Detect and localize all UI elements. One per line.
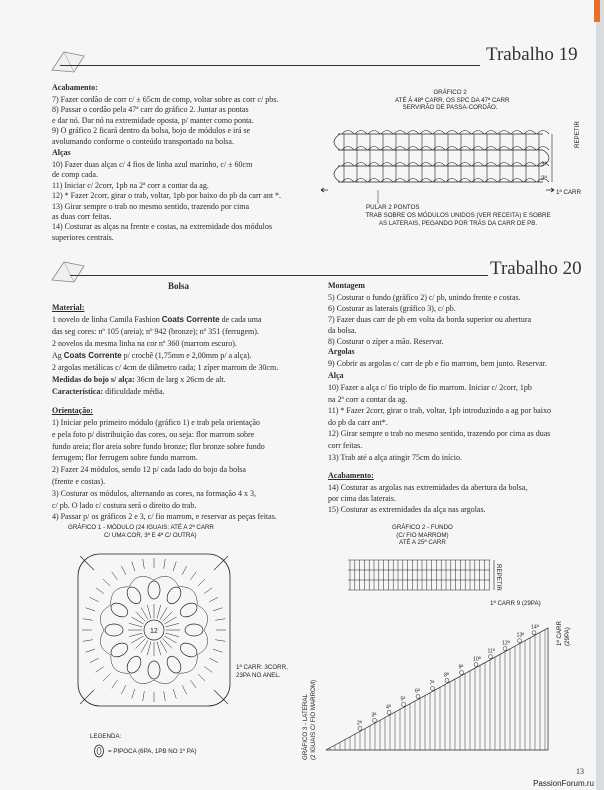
g1-outer-stitch	[209, 658, 218, 663]
g1-outer-stitch	[204, 588, 212, 594]
g3-increase-mark	[445, 679, 449, 683]
g1-cap-2: C/ UMA COR, 3ª E 4ª C/ OUTRA)	[104, 531, 197, 539]
t19-first-row-label: 1ª CARR	[556, 189, 581, 196]
g3-first-2: (29PA)	[563, 627, 571, 646]
section-rule-2	[70, 275, 488, 276]
page-number: 13	[576, 767, 584, 776]
g3-increase-mark	[416, 694, 420, 698]
text-line: 10) Fazer duas alças c/ 4 fios de linha azul marinho, c/ ± 60cm	[52, 160, 253, 169]
g1-inner-stitch	[147, 642, 151, 656]
g1-pipoca-petal	[124, 654, 143, 676]
g3-increase-mark	[402, 702, 406, 706]
g1-pipoca-petal	[164, 585, 183, 607]
text-line: (frente e costas).	[52, 477, 106, 486]
g1-inner-stitch	[157, 605, 161, 619]
text-line: avolumando conforme o conteúdo transportado na bolsa.	[52, 136, 234, 146]
t19-chain-arc	[394, 131, 406, 135]
text-line: 11) Iniciar c/ 2corr, 1pb na 2ª corr a contar da ag.	[52, 180, 209, 190]
t19-trab-note-2: AS LATERAIS, PEGANDO POR TRÁS DA CARR DE PB.	[378, 219, 538, 227]
t19-graf2-cap-2: ATÉ À 48ª CARR. OS SPC DA 47ª CARR	[395, 96, 510, 104]
text-line: 7) Fazer cordão de corr c/ ± 65cm de comp, voltar sobre as corr c/ pbs.	[52, 95, 279, 104]
t19-chain-arc	[433, 131, 445, 135]
text-line: 12) Girar sempre o trab no mesmo sentido, trazendo por cima as duas	[328, 429, 551, 439]
material-heading-text: Material:	[52, 303, 85, 312]
text-line: 4) Passar p/ os gráficos 2 e 3, c/ fio marrom, e reservar as peças feitas.	[52, 512, 277, 522]
t19-graf2-cap-1: GRÁFICO 2	[433, 89, 467, 96]
g3-row-label: 5ª	[400, 696, 406, 703]
text-line: 6) Costurar as laterais (gráfico 3), c/ pb.	[328, 304, 456, 313]
g1-pipoca-petal	[185, 624, 203, 636]
g1-note-2: 23PA NO ANEL.	[236, 671, 281, 679]
t19-arrow-left	[321, 188, 328, 192]
t19-chain-arc	[407, 131, 419, 135]
t19-pular-label: PULAR 2 PONTOS	[366, 204, 420, 211]
text-line: na 2ª corr a contar da ag.	[328, 394, 408, 404]
medidas-line	[52, 374, 226, 386]
g3-increase-mark	[460, 671, 464, 675]
g1-chain-arc	[100, 605, 110, 630]
t19-row3-label: 3ª	[541, 161, 547, 168]
orient-heading	[52, 405, 93, 417]
g3-row-label: 8ª	[444, 672, 449, 679]
g1-pipoca-petal	[148, 581, 160, 599]
g3-row-label: 14ª	[531, 624, 539, 631]
g3-row-label: 10ª	[473, 656, 481, 663]
g1-chain-arc	[111, 587, 129, 605]
g3-cap-1: GRÁFICO 3 - LATERAL	[302, 694, 309, 760]
argolas-heading-text: Argolas	[328, 347, 355, 356]
montagem-heading-text: Montagem	[328, 281, 365, 290]
coats-brand: Coats Corrente	[161, 315, 220, 324]
text-line: e dar nó. Dar nó na extremidade oposta, p/ manter como ponta.	[52, 115, 254, 125]
material-line-4-text: p/ crochê (1,75mm e 2,00mm p/ a alça).	[123, 351, 252, 360]
g1-outer-stitch	[121, 566, 126, 575]
g1-chain-arc	[154, 576, 179, 586]
g3-increase-mark	[489, 655, 493, 659]
t19-acab-heading	[52, 82, 98, 94]
g1-inner-stitch	[147, 605, 151, 619]
g1-pipoca-petal	[105, 624, 123, 636]
pipoca-symbol-icon	[92, 744, 106, 758]
g3-row-label: 11ª	[487, 648, 495, 655]
g3-row-label: 2ª	[357, 720, 362, 727]
g1-cap-1: GRÁFICO 1 - MÓDULO (24 IGUAIS: ATÉ A 2ª CARR	[68, 524, 214, 531]
t19-chain-arc	[524, 131, 536, 135]
legend-title: LEGENDA:	[90, 733, 122, 740]
yarn-icon-2	[50, 258, 88, 284]
alca-heading-text: Alça	[328, 371, 344, 380]
g2-cap-3: ATÉ A 25ª CARR	[398, 539, 446, 547]
g1-outer-stitch	[204, 666, 212, 672]
g1-outer-stitch	[86, 608, 96, 611]
alca-heading	[328, 370, 344, 382]
t19-chain-arc	[368, 131, 380, 135]
g1-outer-stitch	[164, 559, 166, 569]
text-line: 5) Costurar o fundo (gráfico 2) c/ pb, unindo frente e costas.	[328, 293, 521, 302]
g1-note-1: 1ª CARR: 3CORR,	[236, 664, 288, 671]
g1-pipoca-petal	[109, 600, 131, 619]
g1-outer-stitch	[190, 680, 196, 688]
g1-outer-stitch	[143, 691, 145, 701]
text-line: 8) Costurar o zíper a mão. Reservar.	[328, 337, 444, 346]
t19-row2-label: 2ª	[541, 175, 547, 182]
g3-increase-mark	[518, 639, 522, 643]
page-tab-marker	[594, 0, 600, 22]
g2-fundo-diagram	[344, 556, 494, 602]
text-line: corr feitas.	[328, 441, 363, 450]
g1-outer-stitch	[90, 597, 99, 602]
ag-label: Ag	[52, 351, 62, 360]
bolsa-heading	[168, 280, 189, 292]
t19-trab-note	[348, 212, 568, 227]
trabalho19-title: Trabalho 19	[486, 44, 578, 65]
g1-chain-arc	[129, 673, 154, 683]
text-line: 14) Costurar as alças na frente e costas, na extremidade dos módulos	[52, 222, 272, 232]
argolas-heading	[328, 346, 355, 358]
g1-chain-arc	[179, 655, 197, 673]
text-line: 13) Girar sempre o trab no mesmo sentido, trazendo por cima	[52, 201, 250, 211]
t19-arrow-right	[546, 188, 554, 192]
g1-outer-stitch	[83, 619, 93, 621]
watermark-text: PassionForum.ru	[533, 779, 594, 788]
g1-chain-arc	[197, 605, 207, 630]
t19-alcas-heading-text: Alças	[52, 148, 71, 157]
t19-chain-arc	[498, 131, 510, 135]
text-line: fundo areia; flor areia sobre fundo bronze; flor bronze sobre fundo	[52, 441, 265, 451]
coats-brand-2: Coats Corrente	[63, 351, 122, 360]
g3-increase-mark	[431, 686, 435, 690]
t19-chain-arc	[485, 131, 497, 135]
material-line-1	[52, 314, 262, 326]
g3-increase-mark	[387, 710, 391, 714]
g1-outer-stitch	[132, 689, 135, 699]
g1-chain-arc	[111, 655, 129, 673]
g1-outer-stitch	[215, 619, 225, 621]
g1-pipoca-petal	[109, 640, 131, 659]
text-line: 11) * Fazer 2corr, girar o trab, voltar, 1pb introduzindo a ag por baixo	[328, 406, 551, 416]
t19-graf2-cap-3: SERVIRÃO DE PASSA-CORDÃO.	[402, 104, 498, 112]
t19-chain-arc	[355, 131, 367, 135]
g1-outer-stitch	[182, 566, 187, 575]
g3-increase-mark	[474, 663, 478, 667]
text-line: c/ pb. O lado c/ costura será o direito do trab.	[52, 500, 197, 510]
legend-item: = PIPOCA (6PA, 1PB NO 1º PA)	[108, 748, 197, 755]
g1-inner-stitch	[129, 633, 143, 637]
text-line: do pb da carr ant*.	[328, 417, 388, 427]
g1-outer-stitch	[103, 674, 110, 681]
g3-cap-2: (2 IGUAIS C/ FIO MARROM)	[309, 679, 317, 760]
acab-heading	[328, 470, 374, 482]
g1-outer-stitch	[198, 674, 205, 681]
text-line: 15) Costurar as extremidades da alça nas argolas.	[328, 505, 486, 515]
g1-outer-stitch	[83, 640, 93, 642]
g1-outer-stitch	[213, 649, 223, 652]
g2-caption	[392, 524, 453, 547]
material-line-1-tail: de cada uma	[221, 315, 262, 324]
argolas-line: 9) Cobrir as argolas c/ carr de pb e fio marrom, bem junto. Reservar.	[328, 359, 547, 368]
text-line: as duas corr feitas.	[52, 212, 112, 221]
material-line-3: 2 novelos da mesma linha na cor nº 360 (marrom escuro).	[52, 339, 237, 348]
g1-outer-stitch	[96, 666, 104, 672]
g1-outer-stitch	[96, 588, 104, 594]
t19-acab-heading-text: Acabamento:	[52, 83, 98, 92]
g1-inner-stitch	[166, 623, 180, 627]
t19-chain-arc	[537, 131, 549, 135]
t19-alcas-heading	[52, 147, 71, 159]
text-line: 9) O gráfico 2 ficará dentro da bolsa, bojo de módulos e irá se	[52, 126, 251, 136]
text-line: por cima das laterais.	[328, 494, 396, 504]
montagem-heading	[328, 280, 365, 292]
g1-chain-arc	[179, 587, 197, 605]
carac-line	[52, 386, 165, 398]
g1-outer-stitch	[190, 572, 196, 580]
g1-outer-stitch	[121, 685, 126, 694]
text-line: 13) Trab até a alça atingir 75cm do início.	[328, 452, 462, 462]
text-line: 7) Fazer duas carr de pb em volta da borda superior ou abertura	[328, 315, 532, 324]
g1-outer-stitch	[215, 640, 225, 642]
page-gutter	[596, 0, 604, 790]
t19-chain-arc	[472, 131, 484, 135]
material-line-2: das seg cores: nº 105 (areia); nº 942 (bronze); nº 351 (ferrugem).	[52, 327, 259, 336]
g3-first-1: 1ª CARR	[556, 621, 563, 646]
g2-first-row-label: 1ª CARR 9 (29PA)	[490, 600, 541, 607]
text-line: 14) Costurar as argolas nas extremidades da abertura da bolsa,	[328, 483, 528, 492]
t19-graf2-diagram	[318, 120, 558, 220]
t19-chain-arc	[511, 131, 523, 135]
t19-turn-arc-left	[334, 134, 340, 182]
orient-heading-text: Orientação:	[52, 406, 93, 415]
t19-chain-arc	[446, 131, 458, 135]
t19-repetir-label: REPETIR	[574, 121, 581, 148]
t19-chain-arc	[420, 131, 432, 135]
g3-first-row-label	[556, 621, 571, 646]
g1-center-number: 12	[150, 628, 158, 635]
g1-caption	[68, 524, 214, 539]
text-line: 10) Fazer a alça c/ fio triplo de fio marrom. Iniciar c/ 2corr, 1pb	[328, 383, 532, 392]
t19-graf2-caption	[395, 89, 510, 112]
material-line-1-text: 1 novelo de linha Camila Fashion	[52, 315, 160, 324]
g1-outer-stitch	[86, 649, 96, 652]
g1-chain-arc	[100, 630, 110, 655]
bolsa-heading-text: Bolsa	[168, 281, 190, 291]
g2-cap-2: (C/ FIO MARROM)	[396, 531, 449, 539]
g3-increase-mark	[532, 631, 536, 635]
g3-row-label: 13ª	[516, 632, 525, 639]
carac-value: dificuldade média.	[105, 387, 165, 396]
g1-outer-stitch	[103, 579, 110, 586]
text-line: 1) Iniciar pelo primeiro módulo (gráfico 1) e trab pela orientação	[52, 418, 260, 427]
text-line: da bolsa.	[328, 326, 357, 335]
g1-outer-stitch	[173, 562, 176, 572]
g1-outer-stitch	[90, 658, 99, 663]
text-line: e pela foto p/ distribuição das cores, ou seja: flor marrom sobre	[52, 429, 255, 439]
g3-caption	[302, 680, 317, 760]
medidas-heading: Medidas do bojo s/ alça:	[52, 375, 135, 384]
g3-row-label: 3ª	[371, 712, 377, 719]
g1-inner-stitch	[129, 623, 143, 627]
g1-outer-stitch	[132, 562, 135, 572]
g3-increase-mark	[503, 647, 507, 651]
t19-chain-arc	[459, 131, 471, 135]
g2-cap-1: GRÁFICO 2 - FUNDO	[392, 524, 453, 531]
g3-row-label: 6ª	[415, 688, 420, 695]
g1-outer-stitch	[173, 689, 176, 699]
carac-heading: Característica:	[52, 387, 104, 396]
text-line: 3) Costurar os módulos, alternando as cores, na formação 4 x 3,	[52, 488, 256, 498]
g1-inner-stitch	[166, 633, 180, 637]
g3-row-label: 4ª	[386, 704, 391, 711]
trabalho20-title: Trabalho 20	[490, 258, 582, 279]
g3-lateral-diagram	[320, 622, 560, 762]
g1-outer-stitch	[198, 579, 205, 586]
g1-chain-arc	[154, 673, 179, 683]
t19-chain-arc	[342, 131, 354, 135]
g3-row-label: 12ª	[502, 640, 510, 647]
g1-outer-stitch	[209, 597, 218, 602]
g1-inner-stitch	[157, 642, 161, 656]
g3-increase-mark	[358, 726, 362, 730]
g3-row-label: 7ª	[429, 680, 435, 687]
g1-note	[236, 664, 288, 679]
g1-pipoca-petal	[124, 585, 143, 607]
g1-pipoca-petal	[148, 661, 160, 679]
text-line: ferrugem; flor ferrugem sobre fundo marrom.	[52, 453, 198, 463]
yarn-icon	[50, 48, 88, 74]
text-line: superiores centrais.	[52, 232, 114, 242]
text-line: 2) Fazer 24 módulos, sendo 12 p/ cada lado do bojo da bolsa	[52, 465, 246, 475]
g1-outer-stitch	[112, 680, 118, 688]
g1-chain-arc	[129, 576, 154, 586]
acab-heading-text: Acabamento:	[328, 471, 374, 480]
g2-repetir-label: REPETIR	[495, 564, 502, 591]
g1-chain-arc	[197, 630, 207, 655]
text-line: 12) * Fazer 2corr, girar o trab, voltar, 1pb por baixo do pb da carr ant *.	[52, 191, 282, 201]
g1-outer-stitch	[112, 572, 118, 580]
g1-pipoca-petal	[178, 600, 200, 619]
g3-outline	[326, 628, 548, 750]
g1-outer-stitch	[213, 608, 223, 611]
g3-increase-mark	[373, 718, 377, 722]
g1-outer-stitch	[143, 559, 145, 569]
g1-pipoca-petal	[164, 654, 183, 676]
material-line-5: 2 argolas metálicas c/ 4cm de diâmetro cada; 1 zíper marrom de 30cm.	[52, 363, 279, 372]
material-line-4	[52, 350, 252, 362]
t19-trab-note-1: TRAB SOBRE OS MÓDULOS UNIDOS (VER RECEITA) E SOBRE	[365, 212, 551, 219]
g3-row-label: 9ª	[458, 664, 464, 671]
g1-outer-stitch	[164, 691, 166, 701]
g1-pipoca-petal	[178, 640, 200, 659]
t19-chain-arc	[381, 131, 393, 135]
section-rule	[60, 65, 480, 66]
material-heading	[52, 302, 84, 314]
medidas-value: 36cm de larg x 26cm de alt.	[136, 375, 226, 384]
text-line: 8) Passar o cordão pela 47ª carr do gráfico 2. Juntar as pontas	[52, 105, 249, 115]
text-line: de comp cada.	[52, 170, 98, 180]
g1-outer-stitch	[182, 685, 187, 694]
